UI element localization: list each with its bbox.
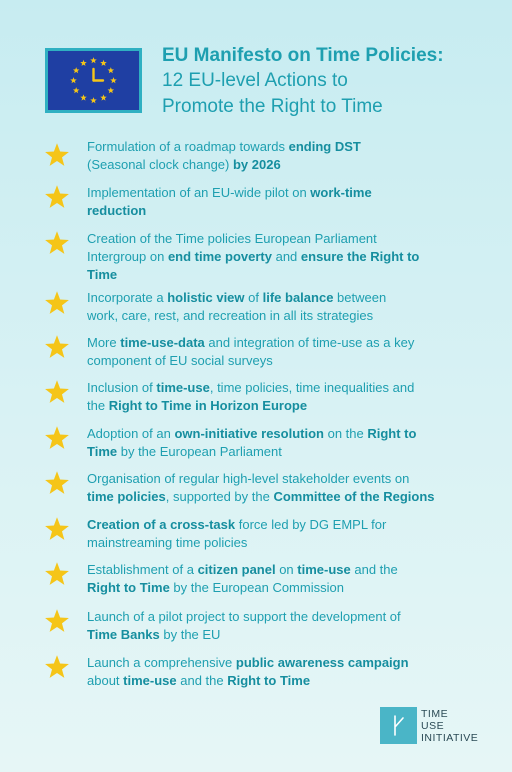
logo-mark-icon bbox=[380, 707, 417, 744]
title-line-1: EU Manifesto on Time Policies: bbox=[162, 45, 444, 66]
item-text-segment: on the bbox=[323, 426, 368, 441]
emphasis-text: ending DST bbox=[288, 139, 361, 154]
flag-star-icon bbox=[90, 97, 96, 103]
list-item-text bbox=[87, 184, 492, 220]
item-text-segment: and the bbox=[176, 673, 228, 688]
item-text-segment: by the EU bbox=[159, 627, 221, 642]
flag-star-icon bbox=[110, 77, 116, 83]
item-text-segment: by the European Commission bbox=[169, 580, 344, 595]
eu-flag-clock-icon bbox=[48, 51, 139, 110]
item-text-segment: between bbox=[333, 290, 387, 305]
flag-star-icon bbox=[80, 60, 86, 66]
flag-star-icon bbox=[108, 67, 114, 73]
emphasis-text: work-time bbox=[310, 185, 372, 200]
title-line-3: Promote the Right to Time bbox=[162, 96, 383, 117]
item-text-segment: , time policies, time inequalities and bbox=[209, 380, 415, 395]
emphasis-text: own-initiative resolution bbox=[174, 426, 324, 441]
star-icon bbox=[44, 516, 70, 542]
emphasis-text: Right to Time bbox=[227, 673, 311, 688]
title-line-2: 12 EU-level Actions to bbox=[162, 70, 348, 91]
item-text-segment: on bbox=[275, 562, 298, 577]
logo-text bbox=[421, 708, 478, 744]
item-text-segment: about bbox=[87, 673, 124, 688]
list-item-text bbox=[87, 138, 492, 174]
item-text-segment: Implementation of an EU-wide pilot on bbox=[87, 185, 311, 200]
flag-star-icon bbox=[80, 94, 86, 100]
item-text-segment: (Seasonal clock change) bbox=[87, 157, 233, 172]
emphasis-text: citizen panel bbox=[197, 562, 276, 577]
item-text-segment: mainstreaming time policies bbox=[87, 535, 248, 550]
emphasis-text: public awareness campaign bbox=[235, 655, 409, 670]
list-item-text bbox=[87, 516, 492, 552]
emphasis-text: holistic view bbox=[167, 290, 245, 305]
item-text-segment: Incorporate a bbox=[87, 290, 168, 305]
item-text-segment: More bbox=[87, 335, 121, 350]
flag-star-icon bbox=[90, 57, 96, 63]
flag-star-icon bbox=[100, 94, 106, 100]
list-item-text bbox=[87, 561, 492, 597]
star-icon bbox=[44, 608, 70, 634]
emphasis-text: Committee of the Regions bbox=[273, 489, 435, 504]
item-text-segment: and bbox=[271, 249, 301, 264]
item-text-segment: Launch a comprehensive bbox=[87, 655, 236, 670]
item-text-segment: Launch of a pilot project to support the development of bbox=[87, 609, 401, 624]
star-icon bbox=[44, 561, 70, 587]
flag-star-icon bbox=[73, 67, 79, 73]
item-text-segment: Inclusion of bbox=[87, 380, 157, 395]
emphasis-text: reduction bbox=[87, 203, 147, 218]
star-icon bbox=[44, 230, 70, 256]
item-text-segment: , supported by the bbox=[165, 489, 274, 504]
logo-line-3: INITIATIVE bbox=[421, 732, 479, 744]
list-item-text bbox=[87, 654, 492, 690]
star-icon bbox=[44, 142, 70, 168]
emphasis-text: life balance bbox=[262, 290, 334, 305]
logo-line-2: USE bbox=[421, 720, 445, 732]
emphasis-text: time-use bbox=[297, 562, 351, 577]
item-text-segment: force led by DG EMPL for bbox=[235, 517, 387, 532]
page-title bbox=[162, 44, 502, 120]
list-item-text bbox=[87, 230, 492, 284]
flag-star-icon bbox=[70, 77, 76, 83]
item-text-segment: work, care, rest, and recreation in all its strategies bbox=[87, 308, 374, 323]
emphasis-text: Time Banks bbox=[87, 627, 160, 642]
emphasis-text: ensure the Right to bbox=[300, 249, 420, 264]
emphasis-text: Right to Time bbox=[87, 580, 170, 595]
star-icon bbox=[44, 379, 70, 405]
item-text-segment: Formulation of a roadmap towards bbox=[87, 139, 289, 154]
emphasis-text: time-use bbox=[156, 380, 210, 395]
list-item-text bbox=[87, 334, 492, 370]
star-icon bbox=[44, 184, 70, 210]
flag-star-icon bbox=[100, 60, 106, 66]
logo-line-1: TIME bbox=[421, 708, 449, 720]
star-icon bbox=[44, 425, 70, 451]
item-text-segment: and integration of time-use as a key bbox=[204, 335, 415, 350]
star-icon bbox=[44, 654, 70, 680]
list-item-text bbox=[87, 470, 492, 506]
item-text-segment: by the European Parliament bbox=[117, 444, 282, 459]
star-icon bbox=[44, 470, 70, 496]
emphasis-text: by 2026 bbox=[232, 157, 281, 172]
list-item-text bbox=[87, 379, 492, 415]
list-item-text bbox=[87, 425, 492, 461]
emphasis-text: Time bbox=[87, 267, 118, 282]
emphasis-text: Time bbox=[87, 444, 118, 459]
emphasis-text: time-use bbox=[123, 673, 177, 688]
item-text-segment: component of EU social surveys bbox=[87, 353, 273, 368]
item-text-segment: Organisation of regular high-level stakeholder events on bbox=[87, 471, 410, 486]
item-text-segment: Adoption of an bbox=[87, 426, 175, 441]
emphasis-text: Right to Time in Horizon Europe bbox=[108, 398, 308, 413]
star-icon bbox=[44, 290, 70, 316]
flag-star-icon bbox=[108, 87, 114, 93]
list-item-text bbox=[87, 289, 492, 325]
item-text-segment: Creation of the Time policies European Parliament bbox=[87, 231, 377, 246]
time-use-initiative-logo bbox=[380, 707, 417, 744]
item-text-segment: Intergroup on bbox=[87, 249, 168, 264]
emphasis-text: end time poverty bbox=[167, 249, 272, 264]
item-text-segment: Establishment of a bbox=[87, 562, 198, 577]
emphasis-text: time policies bbox=[87, 489, 166, 504]
list-item-text bbox=[87, 608, 492, 644]
item-text-segment: the bbox=[87, 398, 109, 413]
emphasis-text: Creation of a cross-task bbox=[87, 517, 236, 532]
emphasis-text: Right to bbox=[367, 426, 417, 441]
eu-clock-flag bbox=[45, 48, 142, 113]
flag-star-icon bbox=[73, 87, 79, 93]
item-text-segment: of bbox=[244, 290, 263, 305]
item-text-segment: and the bbox=[350, 562, 398, 577]
star-icon bbox=[44, 334, 70, 360]
emphasis-text: time-use-data bbox=[120, 335, 205, 350]
